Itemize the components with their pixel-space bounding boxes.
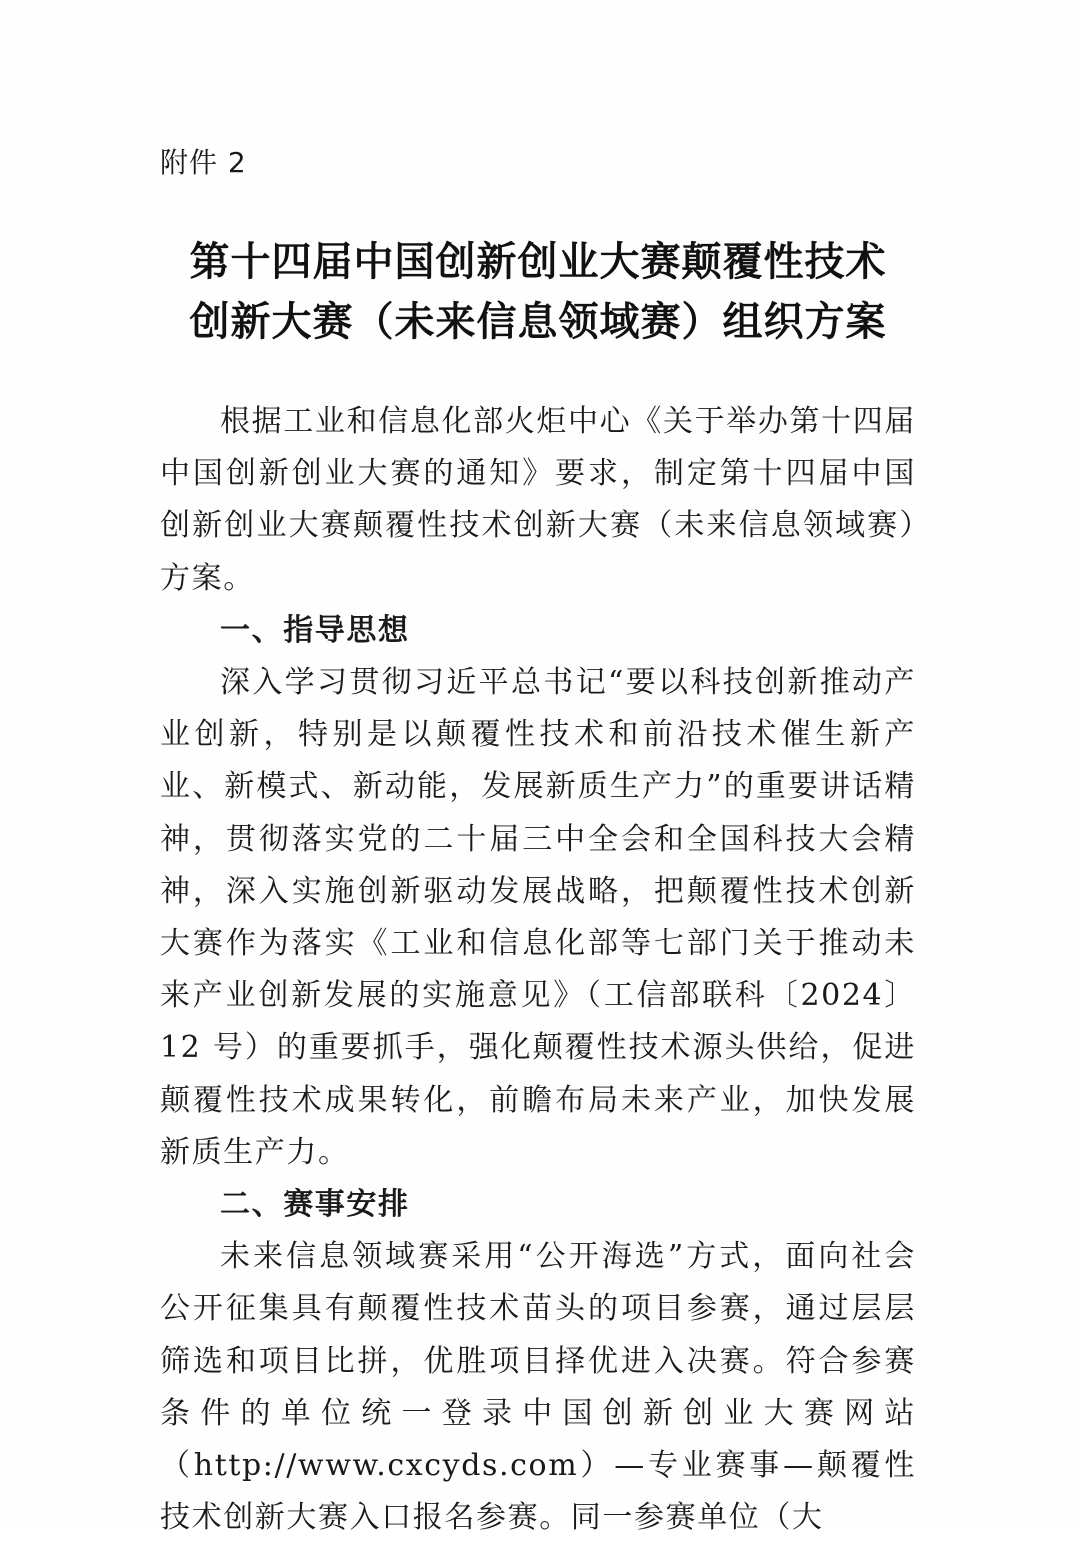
document-body (160, 396, 916, 1544)
intro-paragraph: 根据工业和信息化部火炬中心《关于举办第十四届中国创新创业大赛的通知》要求，制定第十四届中国创新创业大赛颠覆性技术创新大赛（未来信息领域赛）方案。 (160, 404, 916, 596)
event-arrangement-paragraph: 未来信息领域赛采用“公开海选”方式，面向社会公开征集具有颠覆性技术苗头的项目参赛，通过层层筛选和项目比拼，优胜项目择优进入决赛。符合参赛条件的单位统一登录中国创新创业大赛网站（http://www.cxcyds.com）—专业赛事—颠覆性技术创新大赛入口报名参赛。同一参赛单位（大 (160, 1239, 916, 1536)
section-heading-event-arrangement: 二、赛事安排 (220, 1187, 410, 1223)
guiding-ideology-paragraph: 深入学习贯彻习近平总书记“要以科技创新推动产业创新，特别是以颠覆性技术和前沿技术催生新产业、新模式、新动能，发展新质生产力”的重要讲话精神，贯彻落实党的二十届三中全会和全国科技大会精神，深入实施创新驱动发展战略，把颠覆性技术创新大赛作为落实《工业和信息化部等七部门关于推动未来产业创新发展的实施意见》（工信部联科〔2024〕12 号）的重要抓手，强化颠覆性技术源头供给，促进颠覆性技术成果转化，前瞻布局未来产业，加快发展新质生产力。 (160, 665, 916, 1170)
attachment-label: 附件 2 (160, 146, 247, 179)
title-line-1: 第十四届中国创新创业大赛颠覆性技术 (189, 239, 887, 285)
title-line-2: 创新大赛（未来信息领域赛）组织方案 (189, 299, 887, 345)
document-title (160, 232, 916, 352)
section-heading-guiding-ideology: 一、指导思想 (220, 612, 410, 648)
